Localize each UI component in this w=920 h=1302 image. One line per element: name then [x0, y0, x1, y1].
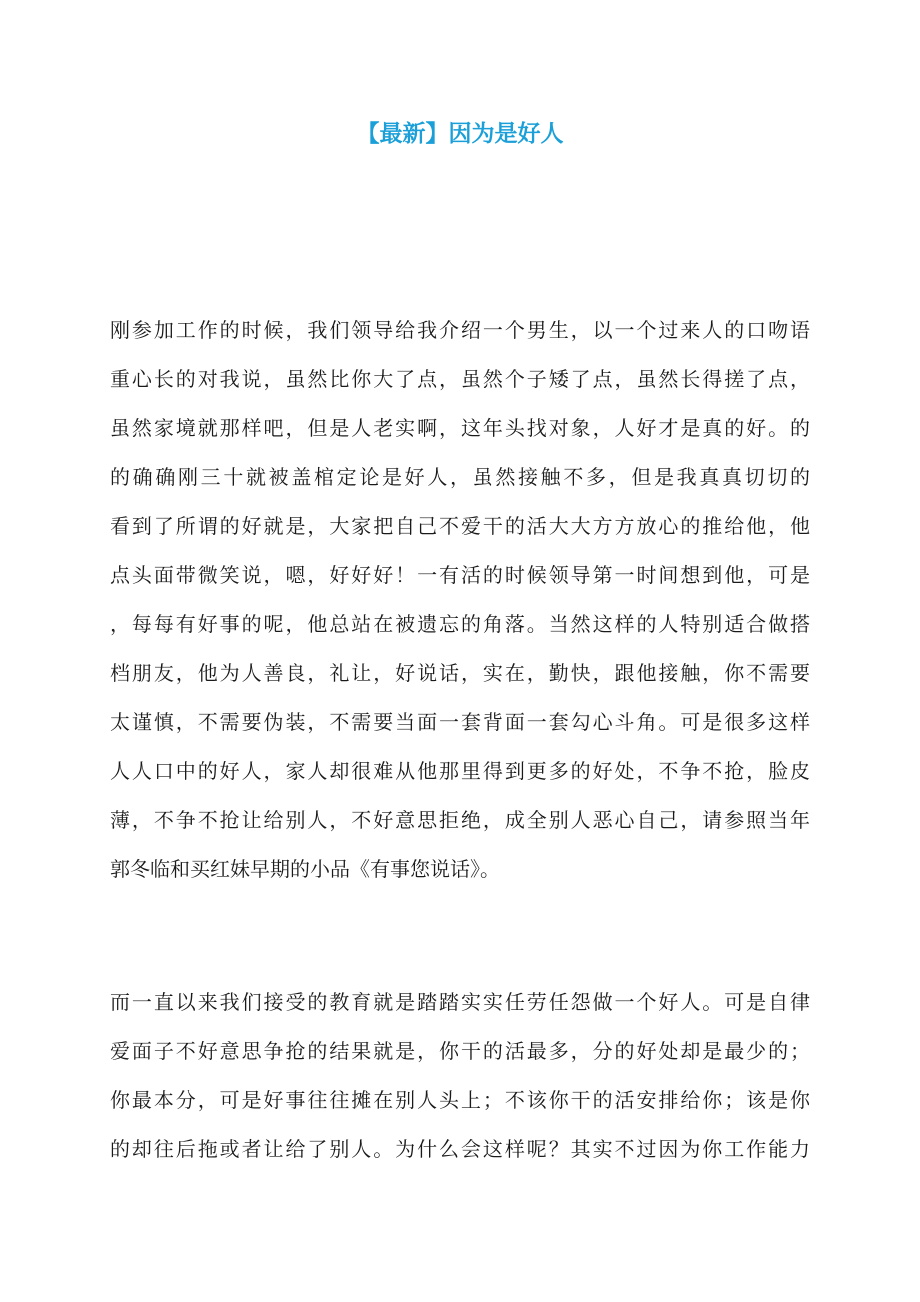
text-line: 爱面子不好意思争抢的结果就是，你干的活最多，分的好处却是最少的；	[110, 1039, 810, 1063]
text-line: 薄，不争不抢让给别人，不好意思拒绝，成全别人恶心自己，请参照当年	[110, 808, 810, 832]
text-line: 点头面带微笑说，嗯，好好好！一有活的时候领导第一时间想到他，可是	[110, 563, 810, 587]
text-line: 看到了所谓的好就是，大家把自己不爱干的活大大方方放心的推给他，他	[110, 514, 810, 538]
text-line: 你最本分，可是好事往往摊在别人头上；不该你干的活安排给你；该是你	[110, 1088, 810, 1112]
text-line: 重心长的对我说，虽然比你大了点，虽然个子矮了点，虽然长得搓了点，	[110, 367, 810, 391]
text-line: ，每每有好事的呢，他总站在被遗忘的角落。当然这样的人特别适合做搭	[110, 612, 810, 636]
text-line: 刚参加工作的时候，我们领导给我介绍一个男生，以一个过来人的口吻语	[110, 318, 810, 342]
text-line: 档朋友，他为人善良，礼让，好说话，实在，勤快，跟他接触，你不需要	[110, 661, 810, 685]
text-line: 郭冬临和买红妹早期的小品《有事您说话》。	[110, 857, 500, 881]
text-line: 而一直以来我们接受的教育就是踏踏实实任劳任怨做一个好人。可是自律	[110, 990, 810, 1014]
paragraph-1	[110, 306, 810, 894]
text-line: 虽然家境就那样吧，但是人老实啊，这年头找对象，人好才是真的好。的	[110, 416, 810, 440]
text-line: 的却往后拖或者让给了别人。为什么会这样呢？其实不过因为你工作能力	[110, 1137, 810, 1161]
document-title: 【最新】因为是好人	[356, 120, 564, 147]
text-line: 人人口中的好人，家人却很难从他那里得到更多的好处，不争不抢，脸皮	[110, 759, 810, 783]
paragraph-2	[110, 978, 810, 1174]
text-line: 的确确刚三十就被盖棺定论是好人，虽然接触不多，但是我真真切切的	[110, 465, 810, 489]
text-line: 太谨慎，不需要伪装，不需要当面一套背面一套勾心斗角。可是很多这样	[110, 710, 810, 734]
